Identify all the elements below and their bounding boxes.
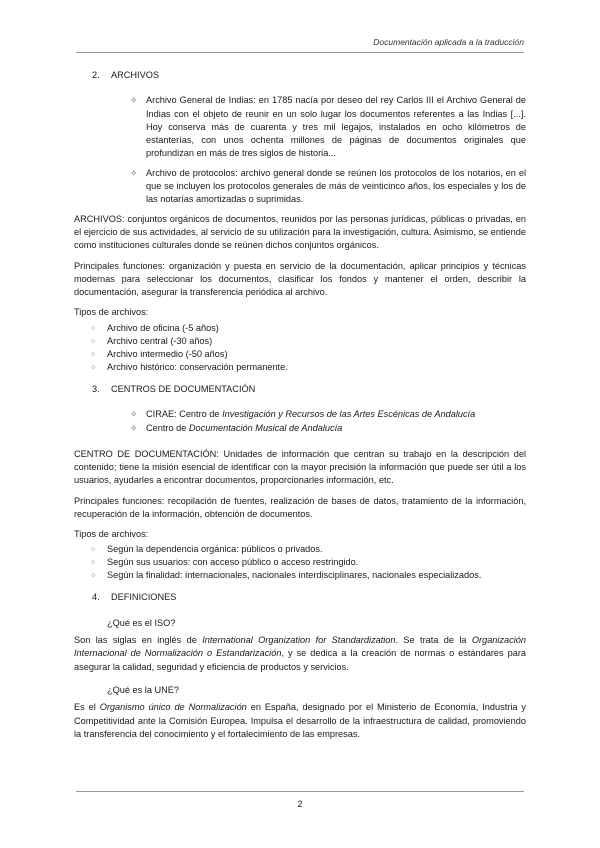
section-number: 3.: [92, 383, 100, 394]
archivos-types-list: [91, 322, 526, 374]
page-number: 2: [297, 799, 303, 809]
centros-types-list: [91, 543, 526, 582]
list-item: ○ Según sus usuarios: con acceso público o acceso restringido.: [91, 556, 526, 569]
section-title: DEFINICIONES: [111, 592, 177, 603]
une-definition: Es el Organismo único de Normalización en España, designado por el Ministerio de Economía, Industria y Competitividad ante la Comisión Europea. Impulsa el desarrollo de la infraestructura de calidad, promoviendo la transferencia del conocimiento y el fortalecimiento de las empresas.: [74, 702, 527, 739]
list-item: ○ Archivo de oficina (-5 años): [91, 322, 526, 335]
list-item: ✧ CIRAE: Centro de Investigación y Recursos de las Artes Escénicas de Andalucía: [130, 408, 526, 421]
header-rule: [76, 52, 524, 53]
centros-examples-list: [130, 408, 526, 436]
footer-rule: [76, 791, 524, 792]
list-item: ○ Archivo histórico: conservación permanente.: [91, 361, 526, 374]
centros-types-label: Tipos de archivos:: [74, 529, 149, 540]
list-item: ✧ Archivo de protocolos: archivo general donde se reúnen los protocolos de los notarios, en el que se incluyen los protocolos generales de más de veinticinco años, los especiales y los de las notarías amortizadas o suprimidas.: [130, 167, 526, 207]
list-item: ○ Según la finalidad: internacionales, nacionales interdisciplinares, nacionales especializados.: [91, 569, 526, 582]
list-item: ✧ Archivo General de Indias: en 1785 nacía por deseo del rey Carlos III el Archivo General de Indias con el objeto de reunir en un solo lugar los documentos referentes a las Indias [...]. Hoy conserva más de cuarenta y tres mil legajos, instalados en ocho kilómetros de estanterías, con unos ochenta millones de páginas de documentos originales que profundizan en más de tres siglos de historia...: [130, 94, 526, 160]
section-number: 4.: [92, 592, 100, 603]
list-item: ○ Archivo central (-30 años): [91, 335, 526, 348]
section-heading-archivos: [92, 69, 526, 82]
section-number: 2.: [92, 70, 100, 80]
section-heading-centros: [92, 383, 526, 396]
running-header: Documentación aplicada a la traducción: [373, 37, 524, 47]
archivos-functions: Principales funciones: organización y puesta en servicio de la documentación, aplicar principios y técnicas modernas para seleccionar los documentos, clasificar los fondos y mantener el orden, describir la documentación, asegurar la transferencia periódica al archivo.: [74, 260, 526, 298]
centros-functions: Principales funciones: recopilación de fuentes, realización de bases de datos, tratamiento de la información, recuperación de la información, obtención de documentos.: [74, 495, 526, 519]
archivos-definition: ARCHIVOS: conjuntos orgánicos de documentos, reunidos por las personas jurídicas, públicas o privadas, en el ejercicio de sus actividades, al servicio de su utilización para la investigación, cultura. Asimismo, se entiende como instituciones culturales donde se reúnen dichos conjuntos orgánicos.: [74, 213, 526, 251]
list-item: ✧ Centro de Documentación Musical de Andalucía: [130, 422, 526, 435]
question-iso: ¿Qué es el ISO?: [107, 617, 176, 628]
archivos-examples-list: [130, 94, 526, 206]
section-heading-definiciones: [92, 591, 526, 604]
iso-definition: Son las siglas en inglés de International Organization for Standardization. Se trata de la Organización Internacional de Normalización o Estandarización, y se dedica a la creación de normas o estándares para asegurar la calidad, seguridad y eficiencia de productos y servicios.: [74, 635, 527, 672]
page-content: [74, 69, 526, 748]
section-title: CENTROS DE DOCUMENTACIÓN: [111, 383, 256, 394]
archivos-types-label: Tipos de archivos:: [74, 307, 149, 318]
list-item: ○ Archivo intermedio (-50 años): [91, 348, 526, 361]
centros-definition: CENTRO DE DOCUMENTACIÓN: Unidades de información que centran su trabajo en la descripción del contenido; tiene la misión esencial de identificar con la mayor precisión la información que puede ser útil a los usuarios, ayudarles a encontrar documentos, proporcionarles información, etc.: [74, 448, 526, 486]
list-item: ○ Según la dependencia orgánica: públicos o privados.: [91, 543, 526, 556]
section-title: ARCHIVOS: [111, 70, 159, 80]
question-une: ¿Qué es la UNE?: [107, 684, 179, 695]
